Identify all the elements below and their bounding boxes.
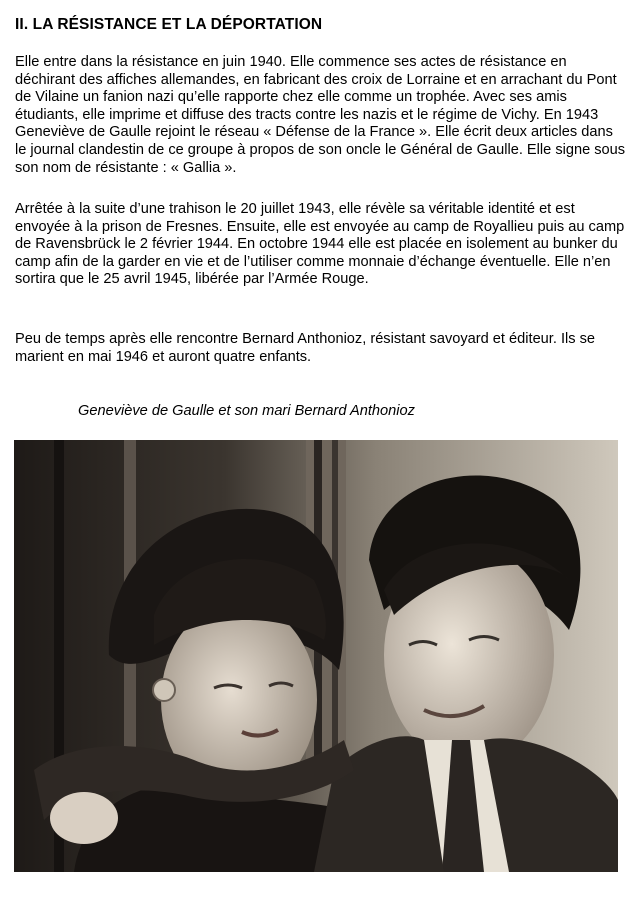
paragraph-deportation: Arrêtée à la suite d’une trahison le 20 juillet 1943, elle révèle sa véritable identité et est envoyée à la prison de Fresnes. Ensuite, elle est envoyée au camp de Royallieu puis au camp de Ravensbrück le 2 février 1944. En octobre 1944 elle est placée en isolement au bunker du camp afin de la garder en vie et de l’utiliser comme monnaie d’échange éventuelle. Elle n’en sortira que le 25 avril 1945, libérée par l’Armée Rouge.	[15, 201, 625, 288]
paragraph-marriage: Peu de temps après elle rencontre Bernard Anthonioz, résistant savoyard et éditeur. Ils se marient en mai 1946 et auront quatre enfants.	[15, 331, 596, 365]
photo-caption: Geneviève de Gaulle et son mari Bernard Anthonioz	[78, 403, 415, 419]
couple-photograph	[14, 440, 618, 872]
section-heading: II. LA RÉSISTANCE ET LA DÉPORTATION	[15, 16, 323, 33]
paragraph-resistance: Elle entre dans la résistance en juin 1940. Elle commence ses actes de résistance en déchirant des affiches allemandes, en fabricant des croix de Lorraine et en arrachant du Pont de Vilaine un fanion nazi qu’elle rapporte chez elle comme un trophée. Avec ses amis étudiants, elle imprime et diffuse des tracts contre les nazis et le régime de Vichy. En 1943 Geneviève de Gaulle rejoint le réseau « Défense de la France ». Elle écrit deux articles dans le journal clandestin de ce groupe à propos de son oncle le Général de Gaulle. Elle signe sous son nom de résistante : « Gallia ».	[15, 54, 626, 176]
couple-photograph-illustration	[14, 440, 618, 872]
